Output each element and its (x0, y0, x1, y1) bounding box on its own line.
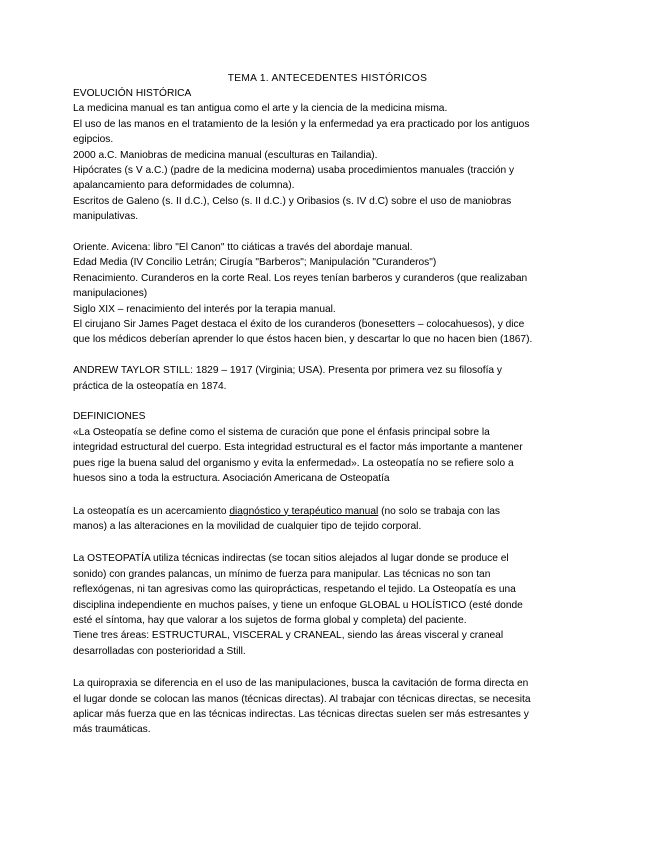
paragraph-osteopatia-definition: La osteopatía es un acercamiento diagnóstico y terapéutico manual (no solo se trabaja con las manos) a las alteraciones en la movilidad de cualquier tipo de tejido corporal. (73, 505, 501, 532)
paragraph: Siglo XIX – renacimiento del interés por la terapia manual. (73, 303, 336, 315)
paragraph: Edad Media (IV Concilio Letrán; Cirugía "Barberos"; Manipulación "Curanderos") (73, 257, 437, 269)
section-heading-evolucion: EVOLUCIÓN HISTÓRICA (73, 88, 192, 99)
underlined-text: diagnóstico y terapéutico manual (229, 505, 379, 517)
paragraph-andrew-still: ANDREW TAYLOR STILL: 1829 – 1917 (Virginia; USA). Presenta por primera vez su filosofía y práctica de la osteopatía en 1874. (73, 365, 502, 392)
spacer (73, 659, 533, 676)
document-body (73, 86, 533, 738)
paragraph: Oriente. Avicena: libro "El Canon" tto ciáticas a través del abordaje manual. (73, 242, 413, 254)
paragraph: Hipócrates (s V a.C.) (padre de la medicina moderna) usaba procedimientos manuales (tracción y apalancamiento para deformidades de columna). (73, 165, 515, 192)
spacer (73, 225, 533, 240)
spacer (73, 534, 533, 551)
paragraph-areas: Tiene tres áreas: ESTRUCTURAL, VISCERAL y CRANEAL, siendo las áreas visceral y craneal desarrolladas con posterioridad a Still. (73, 630, 504, 657)
section-heading-definiciones: DEFINICIONES (73, 411, 146, 423)
paragraph: 2000 a.C. Maniobras de medicina manual (esculturas en Tailandia). (73, 149, 378, 161)
paragraph: La medicina manual es tan antigua como el arte y la ciencia de la medicina misma. (73, 103, 448, 115)
paragraph-osteopatia-tecnicas: La OSTEOPATÍA utiliza técnicas indirectas (se tocan sitios alejados al lugar donde se produce el sonido) con grandes palancas, un mínimo de fuerza para manipular. Las técnicas no son tan reflexógenas, ni tan agresivas como las quiroprácticas, respetando el tejido. La Osteopatía es una disciplina independiente en muchos países, y tiene un enfoque GLOBAL u HOLÍSTICO (esté donde esté el síntoma, hay que valorar a los sujetos de forma global y completa) del paciente. (73, 553, 523, 626)
spacer (73, 487, 533, 504)
paragraph-quiropraxia: La quiropraxia se diferencia en el uso de las manipulaciones, busca la cavitación de forma directa en el lugar donde se colocan las manos (técnicas directas). Al trabajar con técnicas directas, se necesita aplicar más fuerza que en las técnicas indirectas. Las técnicas directas suelen ser más estresantes y más traumáticas. (73, 678, 531, 736)
paragraph: Escritos de Galeno (s. II d.C.), Celso (s. II d.C.) y Oribasios (s. IV d.C) sobre el uso de maniobras manipulativas. (73, 195, 512, 223)
paragraph: Renacimiento. Curanderos en la corte Real. Los reyes tenían barberos y curanderos (que realizaban manipulaciones) (73, 272, 528, 300)
definition-quote: «La Osteopatía se define como el sistema de curación que pone el énfasis principal sobre la integridad estructural del cuerpo. Esta integridad estructural es el factor más importante a mantener pues rige la buena salud del organismo y evita la enfermedad». La osteopatía no se refiere solo a huesos sino a toda la estructura. Asociación Americana de Osteopatía (73, 426, 523, 485)
spacer (73, 394, 533, 409)
paragraph: El uso de las manos en el tratamiento de la lesión y la enfermedad ya era practicado por los antiguos egipcios. (73, 118, 530, 146)
paragraph: El cirujano Sir James Paget destaca el éxito de los curanderos (bonesetters – colocahuesos), y dice que los médicos deberían aprender lo que éstos hacen bien, y descartar lo que no hacen bien (1867). (73, 319, 533, 346)
spacer (73, 348, 533, 363)
page-title: TEMA 1. ANTECEDENTES HISTÓRICOS (227, 73, 428, 84)
